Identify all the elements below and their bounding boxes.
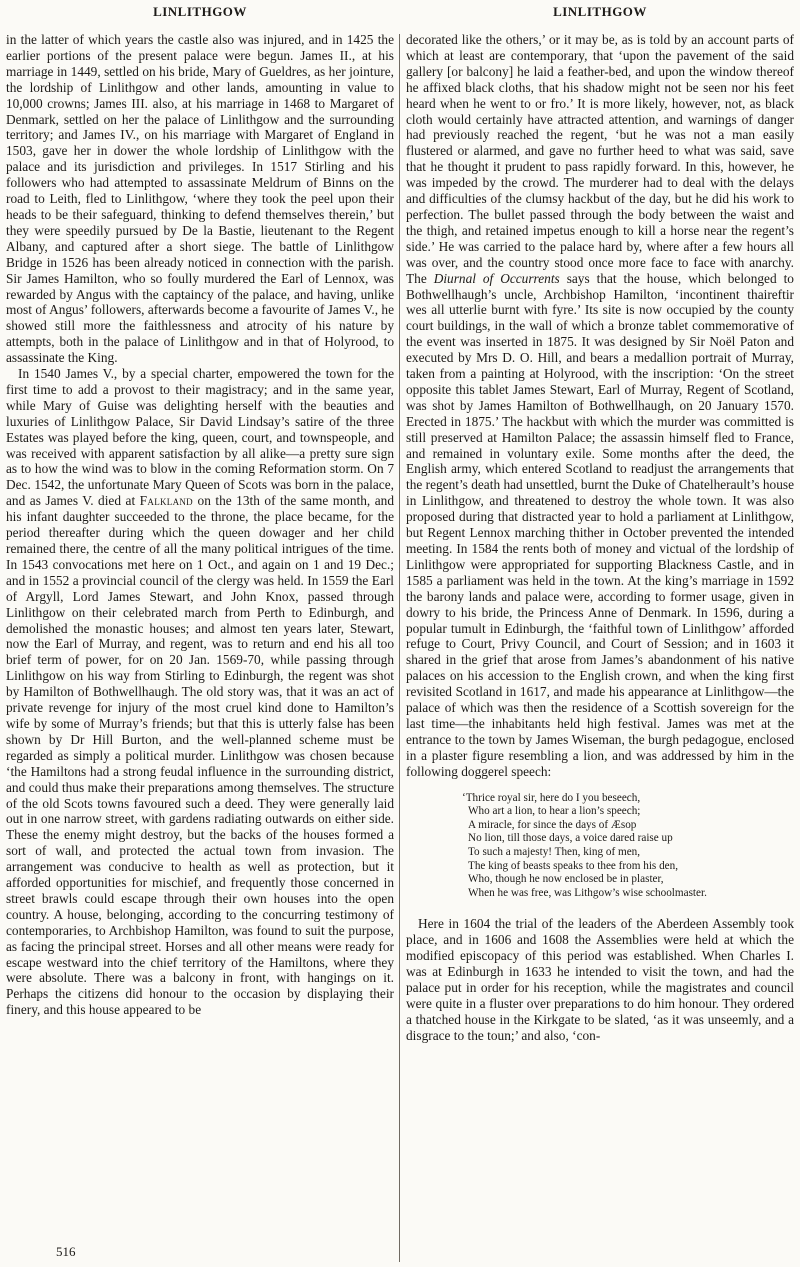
verse-line: When he was free, was Lithgow’s wise schoolmaster. <box>468 886 707 899</box>
verse-line: A miracle, for since the days of Æsop <box>468 818 637 831</box>
left-column <box>6 32 394 1242</box>
left-paragraph-2 <box>6 366 394 1018</box>
verse-line: Who, though he now enclosed be in plaster, <box>468 873 664 886</box>
column-divider <box>399 34 400 1262</box>
left-paragraph-2-text-a: In 1540 James V., by a special charter, empowered the town for the first time to add a provost to their magistracy; and in the same year, while Mary of Guise was delighting herself with the beauties and luxuries of Linlithgow Palace, Sir David Lindsay’s satire of the three Estates was played before the king, queen, court, and townspeople, and was received with apparent satisfaction by all alike—a pretty sure sign as to how the wind was to blow in the coming Reformation storm. On 7 Dec. 1542, the unfortunate Mary Queen of Scots was born in the palace, and as James V. died at <box>6 366 394 509</box>
right-column <box>406 32 794 1262</box>
page-number: 516 <box>56 1244 76 1259</box>
right-paragraph-1-text-a: decorated like the others,’ or it may be, as is told by an account parts of which at least are contemporary, that ‘upon the pavement of the said gallery [or balcony] he laid a feather-bed, and upon the window thereof he affixed black cloths, that his shadow might not be seen nor his feet heard when he went to or fro.’ It is more likely, however, not, as black cloth would certainly have attracted attention, and warnings of danger had previously reached the regent, ‘but he was not a man easily flustered or alarmed, and gave no further heed to what was said, save that he thought it prudent to pass rapidly forward. In this, however, he was impeded by the crowd. The murderer had to deal with the delays and difficulties of the clumsy hackbut of the day, but he did his work to perfection. The bullet passed through the body between the waist and the thigh, and retained impetus enough to kill a horse near the regent’s side.’ He was carried to the palace hard by, where after a few hours all was over, and the country stood once more face to face with anarchy. The <box>406 32 794 286</box>
place-name-falkland: Falkland <box>139 493 193 509</box>
verse-line: Who art a lion, to hear a lion’s speech; <box>468 805 641 818</box>
right-paragraph-1-text-b: says that the house, which belonged to Bothwellhaugh’s uncle, Archbishop Hamilton, ‘incontinent thaireftir wes all utterlie burnt with fyre.’ Its site is now occupied by the county court buildings, in the wall of which a bronze tablet commemorative of the event was inserted in 1875. It was designed by Sir Noël Paton and executed by Mrs D. O. Hill, and bears a medallion portrait of Murray, taken from a painting at Holyrood, with the inscription: ‘On the street opposite this tablet James Stewart, Earl of Murray, Regent of Scotland, was shot by James Hamilton of Bothwellhaugh, on 20 January 1570. Erected in 1875.’ The hackbut with which the murder was committed is still preserved at Hamilton Palace; the assassin himself fled to France, and remained in voluntary exile. Some months after the deed, the English army, which entered Scotland to readjust the arrangements that the regent’s death had unsettled, burnt the Duke of Chatelherault’s house in Linlithgow, and threatened to destroy the whole town. It was also proposed during that distracted year to hold a parliament at Linlithgow, but Regent Lennox marching thither in October prevented the intended meeting. In 1584 the rents both of money and victual of the lordship of Linlithgow were appropriated for supporting Blackness Castle, and in 1585 a parliament was held in the town. At the king’s marriage in 1592 the barony lands and palace were, according to former usage, given in dowry to his bride, the Princess Anne of Denmark. In 1596, during a popular tumult in Edinburgh, the ‘faithful town of Linlithgow’ afforded refuge to Court, Privy Council, and Court of Session; and in 1603 it shared in the grief that arose from James’s abandonment of his native palaces on his accession to the English crown, and when the king first revisited Scotland in 1617, and made his appearance at Linlithgow—the palace of which was then the residence of a Scottish sovereign for the last time—the inhabitants held high festival. James was met at the entrance to the town by James Wiseman, the burgh pedagogue, enclosed in a plaster figure resembling a lion, and was addressed by him in the following doggerel speech: <box>406 270 794 779</box>
page-header <box>0 4 800 26</box>
verse-line: To such a majesty! Then, king of men, <box>468 845 641 858</box>
left-paragraph-2-text-b: on the 13th of the same month, and his infant daughter succeeded to the throne, the place became, for the period thereafter during which the queen dowager and her child remained there, the centre of all the many political intrigues of the time. In 1543 convocations met here on 1 Oct., and again on 1 and 19 Dec.; and in 1552 a provincial council of the clergy was held. In 1559 the Earl of Argyll, Lord James Stewart, and John Knox, passed through Linlithgow on their celebrated march from Perth to Edinburgh, and demolished the monastic houses; and almost ten years later, Stewart, now the Earl of Murray, and regent, was to return and end his all too brief term of power, for on 20 Jan. 1569-70, while passing through Linlithgow on his way from Stirling to Edinburgh, the regent was shot by Hamilton of Bothwellhaugh. The old story was, that it was an act of private revenge for injury of the most cruel kind done to Hamilton’s wife by some of Murray’s friends; but that this is utterly false has been shown by Dr Hill Burton, and the well-planned scheme must be regarded as simply a political murder. Linlithgow was chosen because ‘the Hamiltons had a strong feudal influence in the surrounding district, and could thus make their preparations among themselves. The structure of the old Scots towns favoured such a deed. They were generally laid out in one narrow street, with gardens radiating outwards on either side. These the enemy might destroy, but the backs of the houses formed a sort of wall, and protected the actual town from invasion. The arrangement was conducive to health as well as protection, but it afforded opportunities for mischief, and frequently those concerned in street brawls could escape through their own houses into the open country. A house, belonging, according to the concurring testimony of contemporaries, to Archbishop Hamilton, was found to suit the purpose, as facing the principal street. Horses and all other means were ready for escape westward into the chief territory of the Hamiltons, where they were absolute. There was a balcony in front, with hangings on it. Perhaps the citizens did honour to the occasion by displaying their finery, and this house appeared to be <box>6 493 394 1018</box>
verse-line: No lion, till those days, a voice dared raise up <box>468 832 673 845</box>
right-paragraph-2-text: Here in 1604 the trial of the leaders of the Aberdeen Assembly took place, and in 1606 and 1608 the Assemblies were held at which the modified episcopacy of this period was established. When Charles I. was at Edinburgh in 1633 he intended to visit the town, and had the palace put in order for his reception, while the magistrates and council were quite in a fluster over preparations to do him honour. They ordered a thatched house in the Kirkgate to be slated, ‘as it was unseemly, and a disgrace to the toun;’ and also, ‘con- <box>406 916 794 1043</box>
verse-line: ‘Thrice royal sir, here do I you beseech, <box>462 791 641 804</box>
right-running-head: LINLITHGOW <box>553 4 647 19</box>
right-paragraph-1 <box>406 32 794 780</box>
verse-line: The king of beasts speaks to thee from his den, <box>468 859 679 872</box>
doggerel-verse <box>462 792 794 901</box>
left-paragraph-1-text: in the latter of which years the castle also was injured, and in 1425 the earlier portions of the present palace were begun. James II., at his marriage in 1449, settled on his bride, Mary of Gueldres, as her jointure, the lordship of Linlithgow and other lands, amounting in value to 10,000 crowns; James III. also, at his marriage in 1468 to Margaret of Denmark, settled on her the palace of Linlithgow and the surrounding territory; and James IV., on his marriage with Margaret of England in 1503, gave her in dower the whole lordship of Linlithgow with the palace and its jurisdiction and privileges. In 1517 Stirling and his followers who had attempted to assassinate Meldrum of Binns on the road to Leith, fled to Linlithgow, ‘where they took the peel upon their heads to be their safeguard, thinking to defend themselves therein,’ but they were speedily pursued by De la Bastie, lieutenant to the Regent Albany, and captured after a short siege. The battle of Linlithgow Bridge in 1526 has been already noticed in connection with the parish. Sir James Hamilton, who so foully murdered the Earl of Lennox, was rewarded by Angus with the captaincy of the palace, and having, unlike most of Angus’ followers, afterwards become a favourite of James V., he showed still more the faithlessness and atrocity of his nature by attempts, both in the palace of Linlithgow and in that of Holyrood, to assassinate the King. <box>6 32 394 366</box>
left-running-head: LINLITHGOW <box>153 4 247 19</box>
book-title-diurnal: Diurnal of Occurrents <box>433 270 560 286</box>
right-paragraph-2 <box>406 916 794 1043</box>
left-paragraph-1 <box>6 32 394 366</box>
